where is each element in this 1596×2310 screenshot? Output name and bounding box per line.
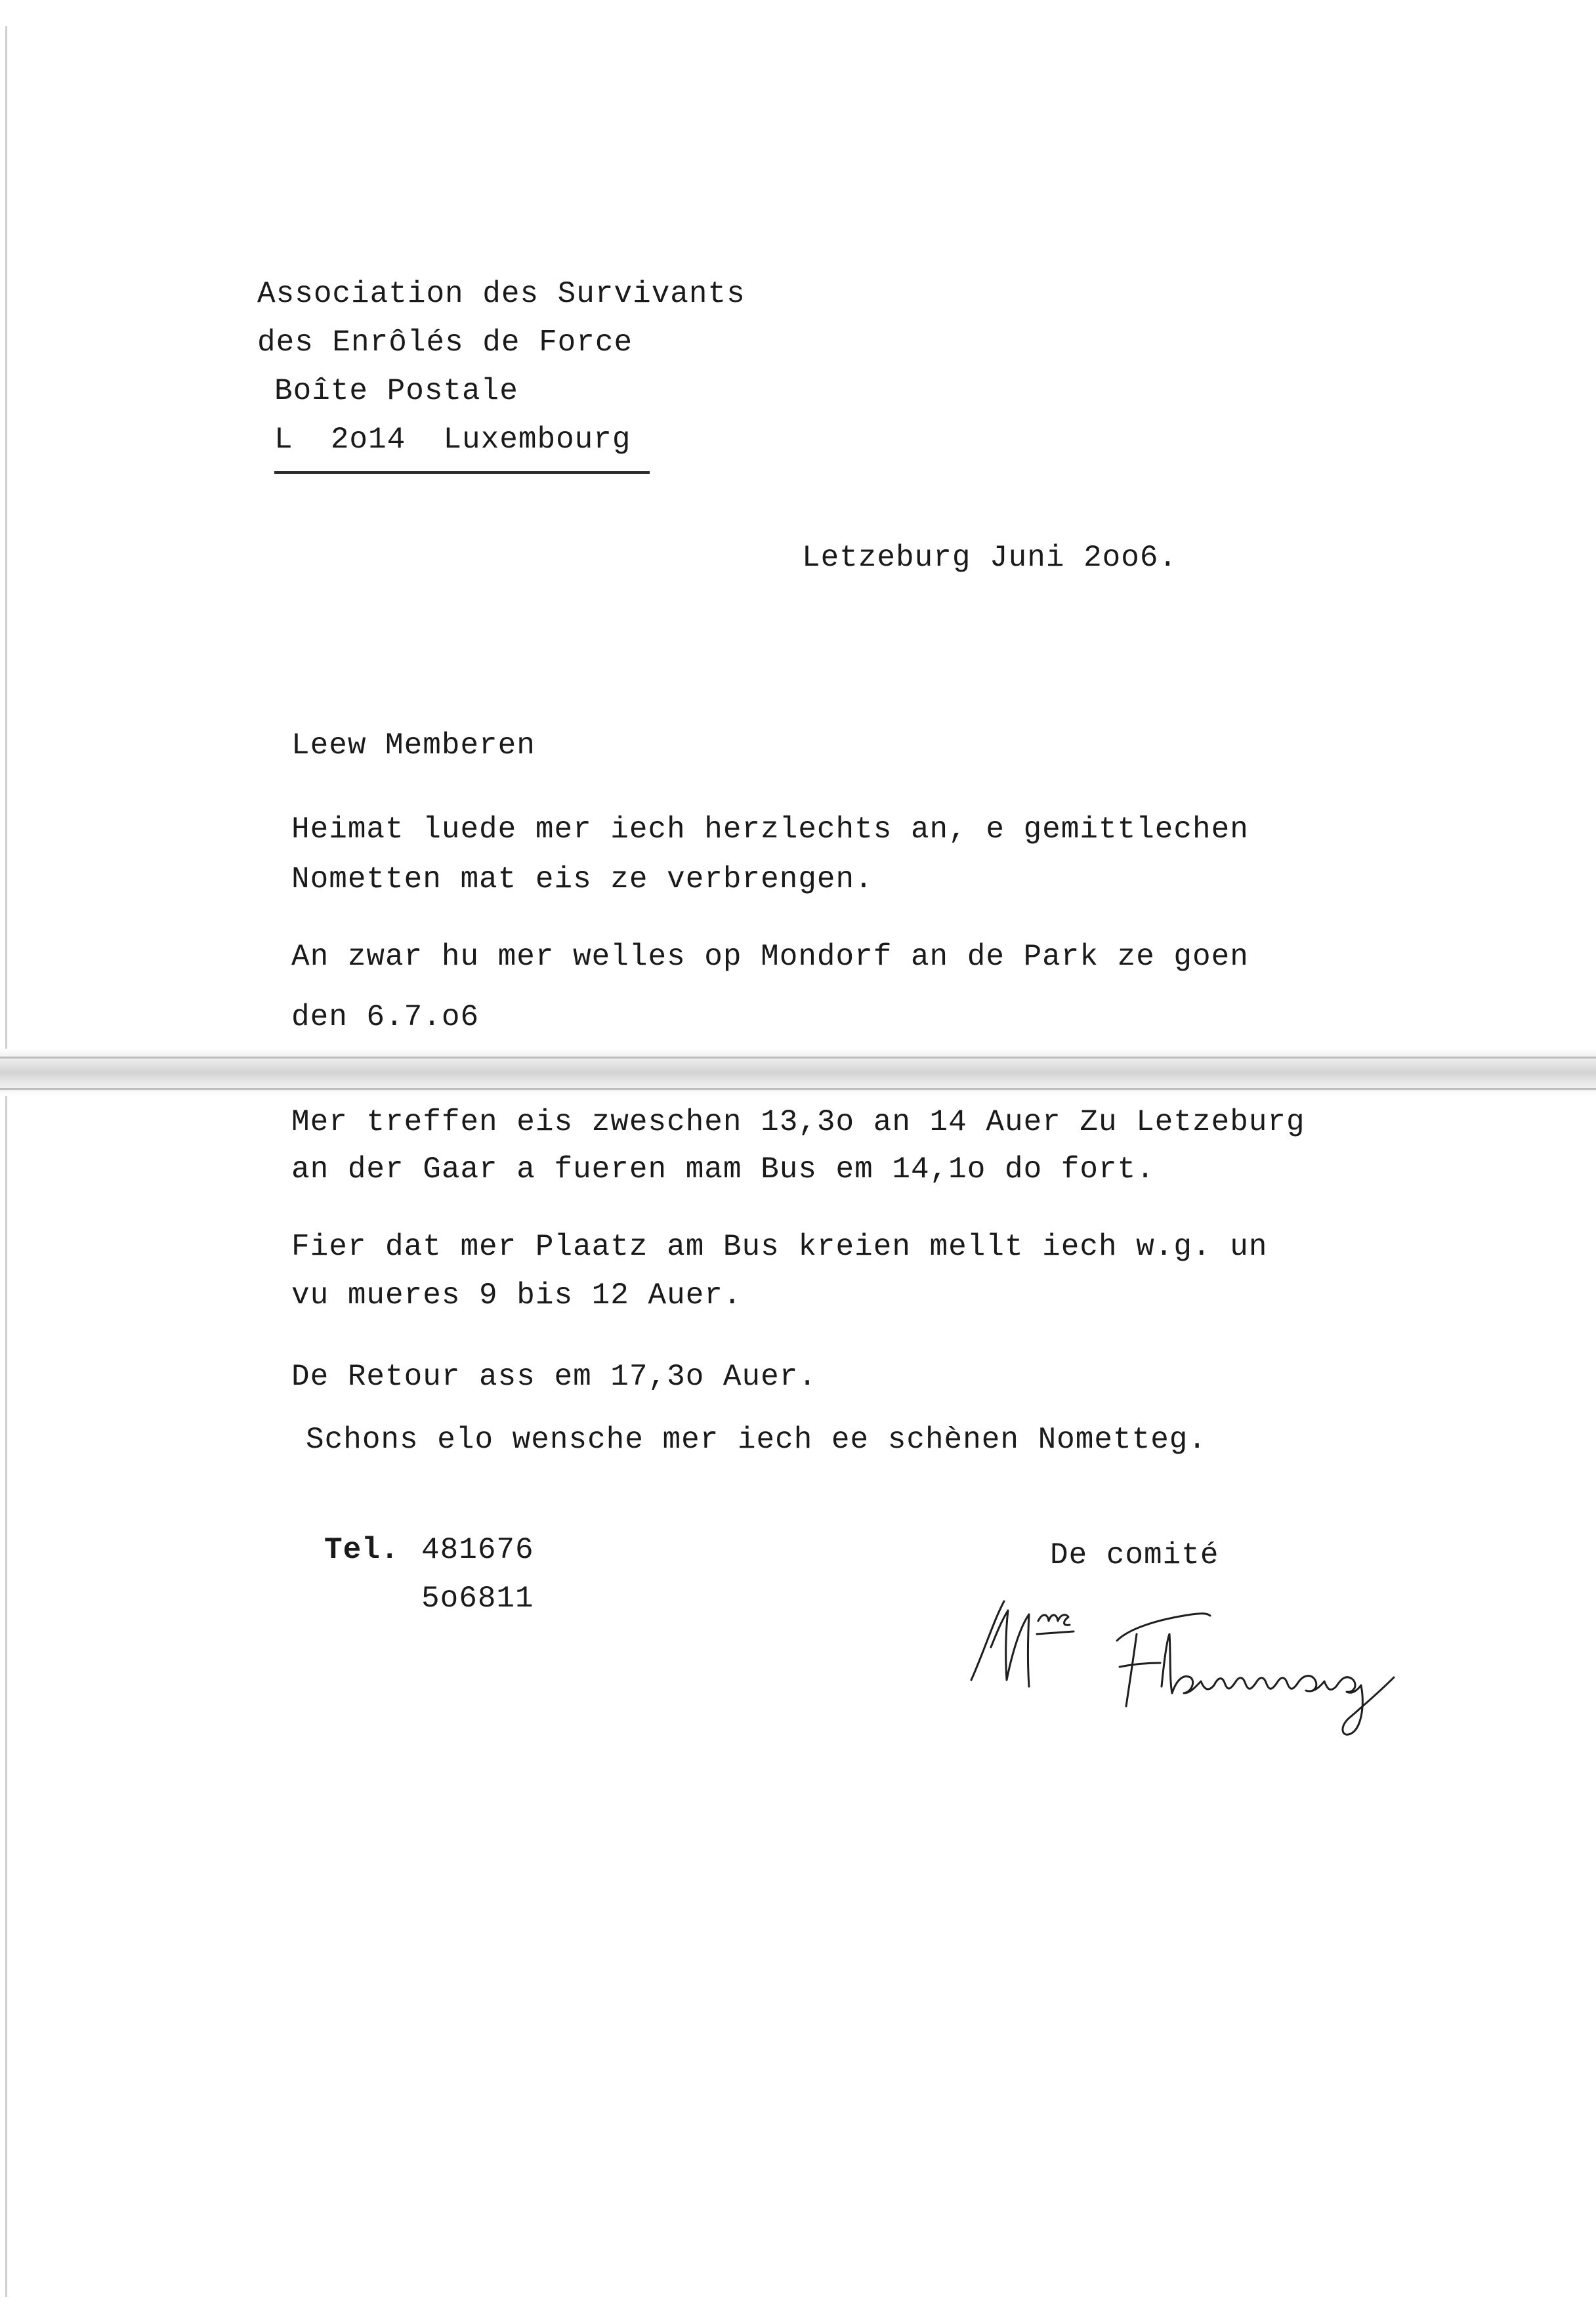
paragraph-4-line-2: vu mueres 9 bis 12 Auer. <box>291 1278 742 1312</box>
paragraph-6: Schons elo wensche mer iech ee schènen Nometteg. <box>306 1423 1208 1457</box>
address-underline <box>274 471 650 474</box>
paragraph-4-line-1: Fier dat mer Plaatz am Bus kreien mellt iech w.g. un <box>291 1230 1268 1264</box>
paragraph-2-line-2: den 6.7.o6 <box>291 1000 480 1034</box>
letter-date: Letzeburg Juni 2oo6. <box>802 541 1178 575</box>
telephone-label: Tel. <box>324 1533 400 1567</box>
paragraph-3-line-2: an der Gaar a fueren mam Bus em 14,1o do fort. <box>291 1152 1155 1186</box>
page-edge <box>5 26 7 2297</box>
address-line-3: Boîte Postale <box>274 374 518 408</box>
fold-line-bottom <box>0 1088 1596 1090</box>
paragraph-1-line-1: Heimat luede mer iech herzlechts an, e gemittlechen <box>291 812 1249 847</box>
address-line-2: des Enrôlés de Force <box>257 326 633 360</box>
closing-committee: De comité <box>1050 1538 1219 1572</box>
telephone-number-1: 481676 <box>421 1533 534 1567</box>
paragraph-3-line-1: Mer treffen eis zweschen 13,3o an 14 Auer Zu Letzeburg <box>291 1105 1305 1139</box>
handwritten-signature <box>965 1595 1463 1746</box>
telephone-number-2: 5o6811 <box>421 1582 534 1616</box>
fold-line-top <box>0 1057 1596 1059</box>
address-line-1: Association des Survivants <box>257 277 746 311</box>
address-line-4: L 2o14 Luxembourg <box>274 423 631 457</box>
salutation: Leew Memberen <box>291 728 536 763</box>
paragraph-1-line-2: Nometten mat eis ze verbrengen. <box>291 862 873 896</box>
paragraph-5: De Retour ass em 17,3o Auer. <box>291 1360 817 1394</box>
paragraph-2-line-1: An zwar hu mer welles op Mondorf an de Park ze goen <box>291 940 1249 974</box>
